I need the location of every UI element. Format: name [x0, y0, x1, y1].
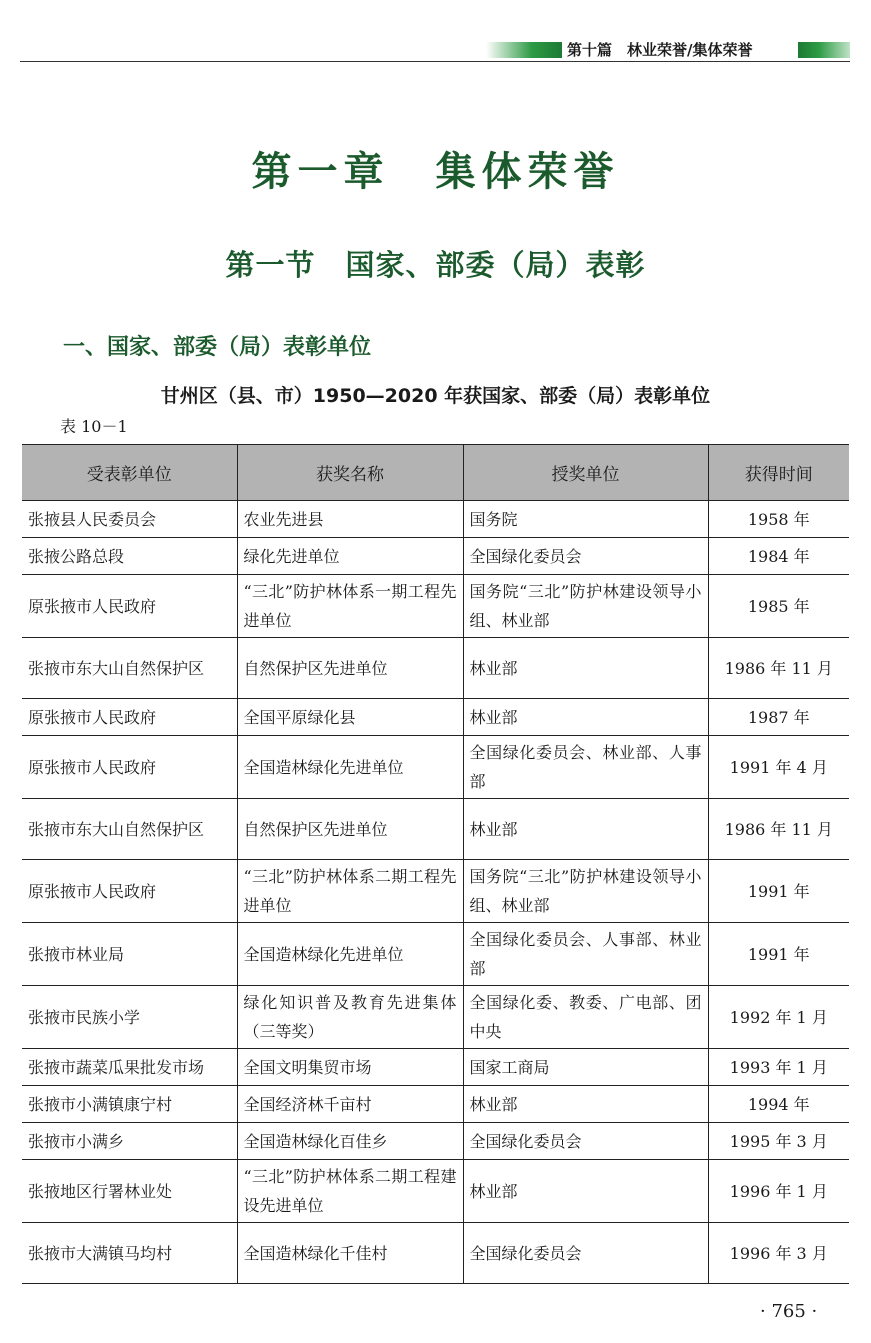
table-row — [22, 923, 849, 986]
cell-date: 1992 年 1 月 — [708, 986, 849, 1049]
cell-date: 1985 年 — [708, 575, 849, 638]
cell-date: 1993 年 1 月 — [708, 1049, 849, 1086]
cell-date: 1987 年 — [708, 699, 849, 736]
cell-award: 自然保护区先进单位 — [237, 638, 463, 699]
table-row — [22, 1223, 849, 1284]
column-header-recipient: 受表彰单位 — [22, 445, 237, 501]
table-row — [22, 986, 849, 1049]
cell-date: 1984 年 — [708, 538, 849, 575]
column-header-date: 获得时间 — [708, 445, 849, 501]
column-header-issuer: 授奖单位 — [463, 445, 708, 501]
running-title: 第十篇 林业荣誉/集体荣誉 — [567, 41, 753, 59]
table-row — [22, 575, 849, 638]
table-header-row — [22, 445, 849, 501]
cell-issuer: 国家工商局 — [463, 1049, 708, 1086]
cell-issuer: 全国绿化委员会、人事部、林业部 — [463, 923, 708, 986]
table-row — [22, 736, 849, 799]
running-header — [20, 40, 850, 62]
awards-table — [22, 444, 849, 1284]
cell-issuer: 林业部 — [463, 799, 708, 860]
page-number: · 765 · — [760, 1301, 818, 1322]
cell-recipient: 张掖县人民委员会 — [22, 501, 237, 538]
table-row — [22, 638, 849, 699]
cell-issuer: 林业部 — [463, 699, 708, 736]
cell-issuer: 全国绿化委员会、林业部、人事部 — [463, 736, 708, 799]
table-row — [22, 799, 849, 860]
cell-recipient: 张掖市大满镇马均村 — [22, 1223, 237, 1284]
section-title: 第一节 国家、部委（局）表彰 — [225, 248, 646, 282]
cell-recipient: 原张掖市人民政府 — [22, 860, 237, 923]
cell-award: 全国造林绿化先进单位 — [237, 923, 463, 986]
cell-issuer: 全国绿化委员会 — [463, 1223, 708, 1284]
cell-issuer: 国务院“三北”防护林建设领导小组、林业部 — [463, 860, 708, 923]
cell-recipient: 张掖公路总段 — [22, 538, 237, 575]
cell-recipient: 张掖市东大山自然保护区 — [22, 799, 237, 860]
cell-issuer: 国务院“三北”防护林建设领导小组、林业部 — [463, 575, 708, 638]
cell-date: 1995 年 3 月 — [708, 1123, 849, 1160]
cell-recipient: 张掖市小满乡 — [22, 1123, 237, 1160]
cell-date: 1991 年 — [708, 860, 849, 923]
cell-recipient: 原张掖市人民政府 — [22, 575, 237, 638]
cell-award: 绿化先进单位 — [237, 538, 463, 575]
cell-date: 1958 年 — [708, 501, 849, 538]
table-row — [22, 1160, 849, 1223]
chapter-title: 第一章 集体荣誉 — [251, 149, 620, 195]
cell-issuer: 全国绿化委员会 — [463, 538, 708, 575]
cell-date: 1986 年 11 月 — [708, 799, 849, 860]
table-caption: 甘州区（县、市）1950—2020 年获国家、部委（局）表彰单位 — [160, 385, 711, 407]
cell-date: 1986 年 11 月 — [708, 638, 849, 699]
cell-date: 1996 年 3 月 — [708, 1223, 849, 1284]
header-green-bar-left — [486, 42, 562, 58]
cell-date: 1991 年 4 月 — [708, 736, 849, 799]
cell-award: “三北”防护林体系二期工程建设先进单位 — [237, 1160, 463, 1223]
header-rule — [20, 61, 850, 62]
column-header-award: 获奖名称 — [237, 445, 463, 501]
cell-recipient: 张掖市东大山自然保护区 — [22, 638, 237, 699]
header-green-bar-right — [798, 42, 850, 58]
cell-award: 全国平原绿化县 — [237, 699, 463, 736]
sub-heading: 一、国家、部委（局）表彰单位 — [63, 335, 372, 360]
table-row — [22, 538, 849, 575]
cell-issuer: 林业部 — [463, 638, 708, 699]
table-row — [22, 1086, 849, 1123]
cell-award: “三北”防护林体系二期工程先进单位 — [237, 860, 463, 923]
cell-recipient: 原张掖市人民政府 — [22, 736, 237, 799]
cell-issuer: 国务院 — [463, 501, 708, 538]
cell-award: 全国造林绿化百佳乡 — [237, 1123, 463, 1160]
cell-date: 1996 年 1 月 — [708, 1160, 849, 1223]
cell-issuer: 林业部 — [463, 1086, 708, 1123]
table-row — [22, 860, 849, 923]
cell-award: 农业先进县 — [237, 501, 463, 538]
cell-award: 全国经济林千亩村 — [237, 1086, 463, 1123]
cell-award: 绿化知识普及教育先进集体（三等奖） — [237, 986, 463, 1049]
cell-recipient: 张掖市民族小学 — [22, 986, 237, 1049]
table-row — [22, 699, 849, 736]
cell-recipient: 张掖市小满镇康宁村 — [22, 1086, 237, 1123]
table-label: 表 10－1 — [60, 417, 128, 436]
cell-award: “三北”防护林体系一期工程先进单位 — [237, 575, 463, 638]
table-row — [22, 501, 849, 538]
table-row — [22, 1049, 849, 1086]
cell-recipient: 张掖地区行署林业处 — [22, 1160, 237, 1223]
cell-award: 自然保护区先进单位 — [237, 799, 463, 860]
cell-award: 全国造林绿化千佳村 — [237, 1223, 463, 1284]
cell-award: 全国造林绿化先进单位 — [237, 736, 463, 799]
cell-award: 全国文明集贸市场 — [237, 1049, 463, 1086]
cell-date: 1991 年 — [708, 923, 849, 986]
cell-recipient: 原张掖市人民政府 — [22, 699, 237, 736]
cell-issuer: 全国绿化委员会 — [463, 1123, 708, 1160]
table-row — [22, 1123, 849, 1160]
cell-issuer: 林业部 — [463, 1160, 708, 1223]
cell-recipient: 张掖市蔬菜瓜果批发市场 — [22, 1049, 237, 1086]
cell-date: 1994 年 — [708, 1086, 849, 1123]
cell-recipient: 张掖市林业局 — [22, 923, 237, 986]
cell-issuer: 全国绿化委、教委、广电部、团中央 — [463, 986, 708, 1049]
